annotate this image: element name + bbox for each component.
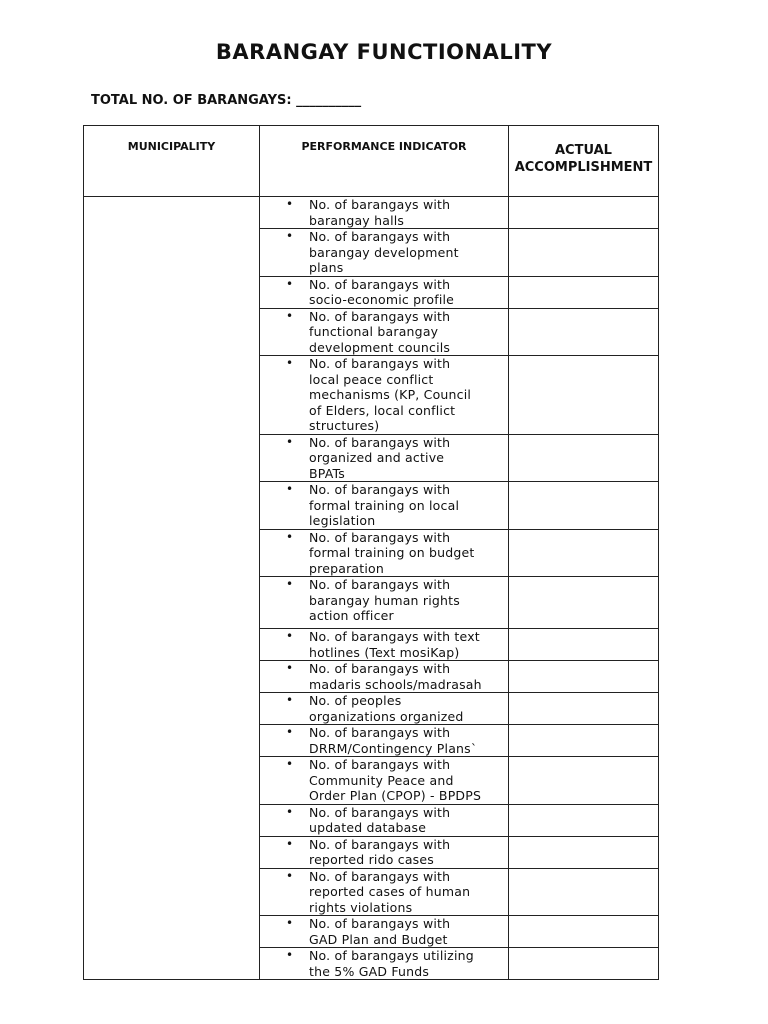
indicator-text-line: organizations organized [309, 708, 464, 724]
bullet-icon: • [286, 629, 294, 643]
indicator-text-line: structures) [309, 418, 380, 433]
bullet-icon: • [286, 434, 294, 449]
indicator-text-line: BPATs [309, 465, 345, 481]
indicator-text-line: socio-economic profile [309, 292, 455, 307]
indicator-text-line: hotlines (Text mosiKap) [309, 644, 460, 660]
performance-indicator-cell [260, 356, 509, 435]
performance-indicator-cell [260, 276, 509, 308]
bullet-icon: • [286, 757, 294, 771]
header-performance-indicator: PERFORMANCE INDICATOR [260, 126, 509, 197]
bullet-icon: • [286, 276, 294, 291]
bullet-icon: • [286, 836, 294, 851]
actual-accomplishment-cell[interactable] [509, 197, 659, 229]
indicator-text-line: rights violations [309, 899, 413, 915]
indicator-text-line: No. of peoples [309, 693, 402, 708]
header-row [84, 126, 659, 197]
indicator-text-line: action officer [309, 608, 394, 623]
actual-accomplishment-cell[interactable] [509, 577, 659, 629]
indicator-text-line: No. of barangays utilizing [309, 948, 474, 963]
performance-indicator-cell [260, 948, 509, 980]
bullet-icon: • [286, 577, 294, 591]
indicator-text-line: reported rido cases [309, 852, 434, 867]
performance-indicator-cell [260, 868, 509, 916]
indicator-text-line: No. of barangays with [309, 356, 451, 371]
functionality-table [83, 125, 659, 980]
indicator-text-line: No. of barangays with [309, 577, 451, 592]
header-municipality: MUNICIPALITY [84, 126, 260, 197]
performance-indicator-cell [260, 725, 509, 757]
bullet-icon: • [286, 916, 294, 930]
performance-indicator-cell [260, 308, 509, 356]
bullet-icon: • [286, 482, 294, 496]
performance-indicator-cell [260, 661, 509, 693]
actual-accomplishment-cell[interactable] [509, 836, 659, 868]
bullet-icon: • [286, 948, 294, 962]
indicator-text-line: preparation [309, 560, 385, 576]
indicator-text-line: DRRM/Contingency Plans` [309, 740, 478, 756]
indicator-text-line: No. of barangays with [309, 276, 451, 292]
indicator-text-line: No. of barangays with [309, 529, 451, 545]
indicator-text-line: formal training on budget [309, 545, 475, 560]
table-body [84, 197, 659, 980]
indicator-text-line: No. of barangays with [309, 757, 451, 772]
actual-accomplishment-cell[interactable] [509, 804, 659, 836]
municipality-cell[interactable] [84, 197, 260, 980]
indicator-text-line: Order Plan (CPOP) - BPDPS [309, 788, 482, 803]
indicator-text-line: No. of barangays with [309, 482, 451, 497]
bullet-icon: • [286, 356, 294, 370]
indicator-text-line: No. of barangays with text [309, 629, 480, 644]
performance-indicator-cell [260, 916, 509, 948]
indicator-text-line: barangay halls [309, 212, 405, 228]
table-row [84, 197, 659, 229]
actual-accomplishment-cell[interactable] [509, 629, 659, 661]
bullet-icon: • [286, 661, 294, 675]
indicator-text-line: No. of barangays with [309, 868, 451, 884]
bullet-icon: • [286, 197, 294, 211]
indicator-text-line: functional barangay [309, 324, 439, 339]
indicator-text-line: No. of barangays with [309, 661, 451, 676]
indicator-text-line: GAD Plan and Budget [309, 931, 448, 947]
performance-indicator-cell [260, 197, 509, 229]
indicator-text-line: No. of barangays with [309, 916, 451, 931]
indicator-text-line: legislation [309, 513, 376, 528]
indicator-text-line: No. of barangays with [309, 197, 451, 212]
bullet-icon: • [286, 868, 294, 883]
total-barangays-label: TOTAL NO. OF BARANGAYS: __________ [91, 93, 362, 108]
indicator-text-line: No. of barangays with [309, 434, 451, 450]
indicator-text-line: formal training on local [309, 497, 460, 513]
bullet-icon: • [286, 725, 294, 739]
actual-accomplishment-cell[interactable] [509, 308, 659, 356]
indicator-text-line: development councils [309, 339, 451, 355]
bullet-icon: • [286, 308, 294, 323]
page-title: BARANGAY FUNCTIONALITY [215, 40, 553, 64]
actual-accomplishment-cell[interactable] [509, 356, 659, 435]
performance-indicator-cell [260, 836, 509, 868]
performance-indicator-cell [260, 529, 509, 577]
indicator-text-line: No. of barangays with [309, 836, 451, 852]
indicator-text-line: No. of barangays with [309, 308, 451, 324]
indicator-text-line: reported cases of human [309, 884, 471, 899]
actual-accomplishment-cell[interactable] [509, 725, 659, 757]
header-actual-accomplishment: ACTUAL ACCOMPLISHMENT [509, 126, 659, 197]
performance-indicator-cell [260, 757, 509, 805]
actual-accomplishment-cell[interactable] [509, 948, 659, 980]
bullet-icon: • [286, 804, 294, 819]
indicator-text-line: madaris schools/madrasah [309, 676, 482, 692]
performance-indicator-cell [260, 482, 509, 530]
actual-accomplishment-cell[interactable] [509, 482, 659, 530]
performance-indicator-cell [260, 693, 509, 725]
actual-accomplishment-cell[interactable] [509, 757, 659, 805]
actual-accomplishment-cell[interactable] [509, 276, 659, 308]
indicator-text-line: updated database [309, 820, 427, 835]
bullet-icon: • [286, 529, 294, 544]
actual-accomplishment-cell[interactable] [509, 868, 659, 916]
indicator-text-line: of Elders, local conflict [309, 402, 456, 418]
actual-accomplishment-cell[interactable] [509, 529, 659, 577]
actual-accomplishment-cell[interactable] [509, 661, 659, 693]
bullet-icon: • [286, 693, 294, 707]
indicator-text-line: plans [309, 260, 344, 275]
indicator-text-line: No. of barangays with [309, 725, 451, 740]
indicator-text-line: Community Peace and [309, 772, 454, 788]
indicator-text-line: No. of barangays with [309, 229, 451, 244]
performance-indicator-cell [260, 629, 509, 661]
indicator-text-line: the 5% GAD Funds [309, 963, 430, 979]
actual-accomplishment-cell[interactable] [509, 434, 659, 482]
actual-accomplishment-cell[interactable] [509, 693, 659, 725]
indicator-text-line: barangay human rights [309, 592, 460, 608]
actual-accomplishment-cell[interactable] [509, 229, 659, 277]
indicator-text-line: barangay development [309, 244, 459, 260]
performance-indicator-cell [260, 434, 509, 482]
bullet-icon: • [286, 229, 294, 243]
performance-indicator-cell [260, 577, 509, 629]
actual-accomplishment-cell[interactable] [509, 916, 659, 948]
indicator-text-line: mechanisms (KP, Council [309, 387, 472, 402]
performance-indicator-cell [260, 804, 509, 836]
performance-indicator-cell [260, 229, 509, 277]
indicator-text-line: local peace conflict [309, 371, 434, 387]
indicator-text-line: organized and active [309, 450, 445, 465]
indicator-text-line: No. of barangays with [309, 804, 451, 820]
